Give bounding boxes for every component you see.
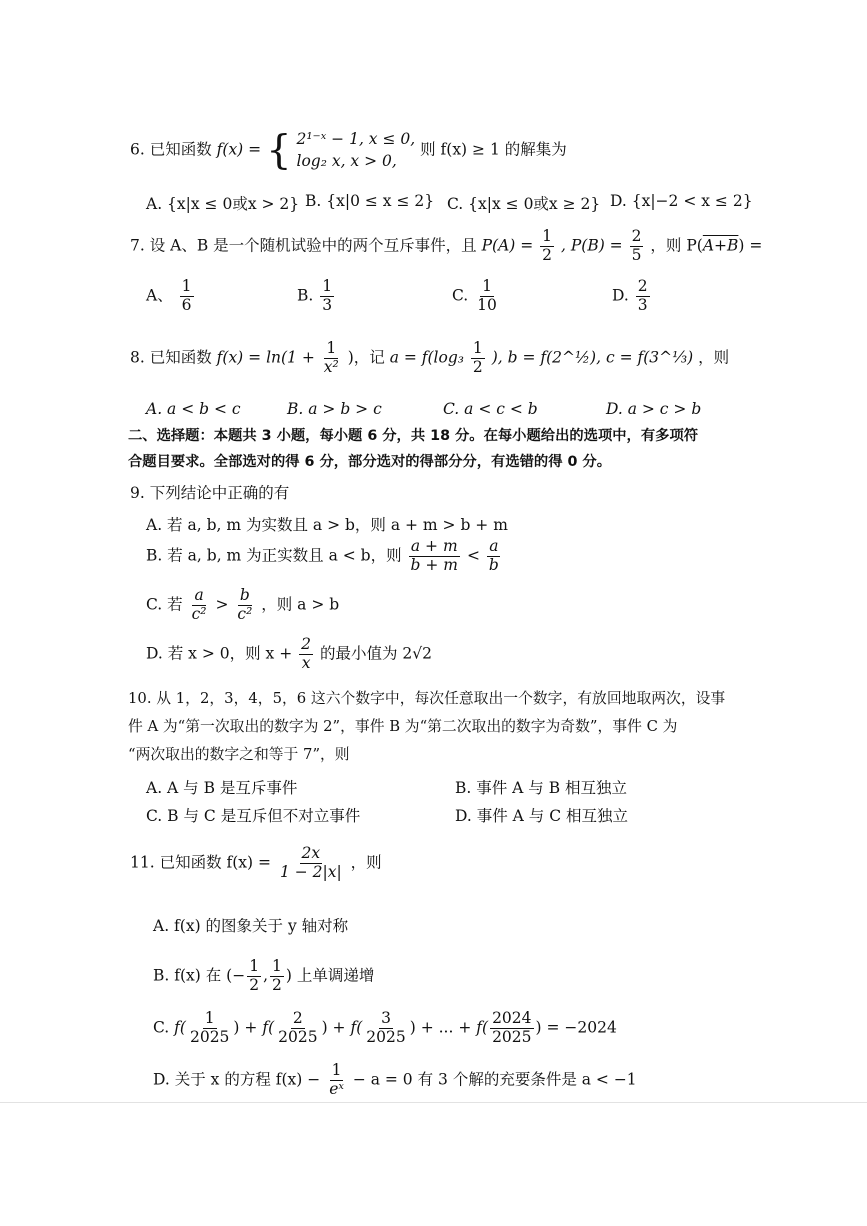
- question-8-record: )，记: [347, 348, 385, 367]
- question-10-option-c: C. B 与 C 是互斥但不对立事件: [146, 807, 361, 825]
- question-11-intro: 11. 已知函数 f(x) =: [130, 853, 271, 872]
- question-6-option-d: D. {x|−2 < x ≤ 2}: [610, 192, 753, 210]
- option-label: C.: [452, 286, 469, 305]
- question-6-intro: 6. 已知函数: [130, 140, 212, 159]
- question-9-option-b: [146, 538, 503, 575]
- section-2-line-2: 合题目要求。全部选对的得 6 分，部分选对的得部分分，有选错的得 0 分。: [128, 454, 612, 470]
- fraction-denominator: c²: [191, 604, 207, 623]
- piecewise-cases: [296, 128, 415, 173]
- fraction-numerator: 1: [331, 1061, 342, 1079]
- fraction-denominator: c²: [237, 604, 253, 623]
- question-11-option-a: A. f(x) 的图象关于 y 轴对称: [153, 917, 349, 935]
- option-fraction-right: [235, 587, 254, 624]
- question-6-option-a: A. {x|x ≤ 0或x > 2}: [146, 195, 300, 213]
- term-fraction: [364, 1010, 407, 1047]
- section-2-line-1: 二、选择题：本题共 3 小题，每小题 6 分，共 18 分。在每小题给出的选项中，有多项符: [128, 428, 699, 444]
- option-denominator: 6: [181, 295, 192, 314]
- fraction-numerator: 1: [204, 1009, 215, 1027]
- option-denominator: 3: [637, 295, 648, 314]
- question-6-option-b: B. {x|0 ≤ x ≤ 2}: [305, 192, 435, 210]
- question-7-option-a: [146, 278, 196, 315]
- option-label: D.: [612, 286, 629, 305]
- option-fraction-left: [190, 587, 209, 624]
- question-9-option-d: [146, 636, 432, 673]
- definition-a-fraction: [471, 340, 485, 377]
- question-8-option-d: D. a > c > b: [606, 400, 702, 418]
- option-text-end: 的最小值为 2√2: [319, 644, 432, 663]
- term-suffix: ) = −2024: [535, 1018, 617, 1037]
- option-fraction-right: [270, 958, 284, 995]
- question-8-option-b: B. a > b > c: [287, 400, 382, 418]
- option-fraction: [299, 636, 313, 673]
- question-8-ask: ，则: [698, 348, 730, 367]
- question-11-ask: ，则: [350, 853, 382, 872]
- prob-b-numerator: 2: [631, 227, 642, 245]
- fraction-denominator: x: [301, 653, 311, 672]
- fraction-numerator: 2: [292, 1009, 303, 1027]
- term-prefix: f(: [476, 1018, 489, 1037]
- piecewise-case-1: 2¹⁻ˣ − 1, x ≤ 0,: [296, 130, 416, 148]
- option-text: B. 若 a, b, m 为正实数且 a < b，则: [146, 546, 402, 565]
- question-11-fraction: [278, 845, 344, 882]
- question-6-stem: [130, 128, 567, 173]
- question-10-line-2: 件 A 为“第一次取出的数字为 2”，事件 B 为“第二次取出的数字为奇数”，事件 C 为: [128, 718, 678, 735]
- term-fraction: [490, 1010, 533, 1047]
- piecewise-case-2: log₂ x, x > 0,: [296, 152, 397, 171]
- option-fraction: [327, 1062, 346, 1099]
- option-numerator: 2: [637, 277, 648, 295]
- term-suffix: ) +: [233, 1018, 258, 1037]
- fraction-numerator: a: [194, 586, 204, 604]
- option-text-end: − a = 0 有 3 个解的充要条件是 a < −1: [352, 1070, 637, 1089]
- option-text: C. 若: [146, 595, 183, 614]
- question-9-stem: 9. 下列结论中正确的有: [130, 484, 290, 502]
- comma: ,: [263, 966, 269, 985]
- question-9-option-c: [146, 587, 339, 624]
- question-8-fraction: [322, 340, 341, 377]
- option-fraction: [636, 278, 650, 315]
- piecewise-brace: {: [266, 127, 292, 174]
- option-fraction-right: [487, 538, 501, 575]
- term-prefix: f(: [262, 1018, 275, 1037]
- fraction-denominator: eˣ: [329, 1079, 344, 1098]
- option-text-end: ，则 a > b: [261, 595, 340, 614]
- question-10-option-b: B. 事件 A 与 B 相互独立: [455, 779, 628, 797]
- option-text: D. 关于 x 的方程 f(x) −: [153, 1070, 321, 1089]
- question-11-option-b: [153, 958, 374, 995]
- question-7-option-b: [297, 278, 336, 315]
- prob-a-denominator: 2: [542, 245, 553, 264]
- option-label: A、: [146, 286, 173, 305]
- question-11-option-d: [153, 1062, 637, 1099]
- question-7-end: ) =: [738, 236, 763, 255]
- prob-a-numerator: 1: [542, 227, 553, 245]
- question-11-stem: [130, 845, 382, 882]
- fraction-denominator: 2025: [366, 1027, 406, 1046]
- definition-b-c: ), b = f(2^½), c = f(3^⅓): [491, 348, 694, 367]
- term-fraction: [276, 1010, 319, 1047]
- page-bottom-divider: [0, 1102, 867, 1103]
- question-10-line-3: “两次取出的数字之和等于 7”，则: [128, 746, 350, 763]
- fraction-denominator: 2: [272, 975, 282, 994]
- option-text: D. 若 x > 0，则 x +: [146, 644, 293, 663]
- question-8-intro: 8. 已知函数: [130, 348, 212, 367]
- fraction-numerator: 1: [472, 339, 483, 357]
- fraction-numerator: 3: [381, 1009, 391, 1027]
- question-6-option-c: C. {x|x ≤ 0或x ≥ 2}: [447, 195, 601, 213]
- option-denominator: 10: [477, 295, 497, 314]
- question-10-line-1: 10. 从 1，2，3，4，5，6 这六个数字中，每次任意取出一个数字，有放回地取两次，设事: [128, 690, 726, 707]
- fraction-numerator: a + m: [410, 537, 458, 555]
- prob-a-label: P(A) =: [481, 236, 534, 255]
- question-7-option-c: [452, 278, 501, 315]
- question-8-stem: [130, 340, 729, 377]
- option-numerator: 1: [322, 277, 333, 295]
- question-7-option-d: [612, 278, 652, 315]
- fraction-denominator: 2: [472, 357, 483, 376]
- question-10-option-d: D. 事件 A 与 C 相互独立: [455, 807, 628, 825]
- term-suffix: ) + ... +: [409, 1018, 472, 1037]
- option-text-end: ) 上单调递增: [285, 966, 375, 985]
- question-8-option-c: C. a < c < b: [443, 400, 538, 418]
- question-8-function: f(x) = ln(1 +: [216, 348, 315, 367]
- option-fraction-left: [409, 538, 460, 575]
- option-fraction-left: [247, 958, 261, 995]
- prob-b-fraction: [630, 228, 644, 265]
- term-prefix: f(: [350, 1018, 363, 1037]
- prob-b-label: , P(B) =: [560, 236, 623, 255]
- fraction-denominator: x²: [323, 357, 339, 376]
- option-fraction: [475, 278, 499, 315]
- fraction-denominator: 2: [249, 975, 260, 994]
- question-7-stem: [130, 228, 762, 265]
- option-fraction: [180, 278, 194, 315]
- fraction-denominator: 1 − 2|x|: [279, 862, 342, 881]
- prob-b-denominator: 5: [631, 245, 642, 264]
- fraction-numerator: b: [239, 586, 250, 604]
- term-fraction: [188, 1010, 231, 1047]
- fraction-numerator: 1: [326, 339, 337, 357]
- fraction-numerator: a: [489, 537, 499, 555]
- fraction-denominator: 2025: [492, 1027, 532, 1046]
- option-numerator: 1: [482, 277, 492, 295]
- fraction-numerator: 2024: [492, 1009, 532, 1027]
- question-11-option-c: [153, 1010, 617, 1047]
- question-8-option-a: A. a < b < c: [146, 400, 241, 418]
- question-7-ask: ，则 P(: [650, 236, 703, 255]
- term-suffix: ) +: [321, 1018, 346, 1037]
- question-7-intro: 7. 设 A、B 是一个随机试验中的两个互斥事件，且: [130, 236, 477, 255]
- option-label: B.: [297, 286, 314, 305]
- question-9-option-a: A. 若 a, b, m 为实数且 a > b，则 a + m > b + m: [146, 516, 508, 534]
- fraction-denominator: b: [488, 555, 499, 574]
- fraction-denominator: 2025: [278, 1027, 318, 1046]
- complement-event: A+B: [702, 236, 739, 255]
- option-denominator: 3: [322, 295, 333, 314]
- fraction-numerator: 2x: [301, 844, 321, 862]
- fraction-denominator: 2025: [189, 1027, 230, 1046]
- fraction-numerator: 1: [272, 957, 282, 975]
- fraction-numerator: 1: [249, 957, 260, 975]
- question-10-option-a: A. A 与 B 是互斥事件: [146, 779, 298, 797]
- question-6-ask: 则 f(x) ≥ 1 的解集为: [420, 140, 567, 159]
- term-prefix: f(: [174, 1018, 186, 1037]
- option-label: C.: [153, 1018, 170, 1037]
- fraction-numerator: 2: [301, 635, 311, 653]
- fraction-denominator: b + m: [410, 555, 459, 574]
- option-numerator: 1: [181, 277, 192, 295]
- option-fraction: [320, 278, 334, 315]
- option-text: B. f(x) 在 (−: [153, 966, 246, 985]
- definition-a: a = f(log₃: [389, 348, 464, 367]
- question-6-function-name: f(x) =: [216, 140, 262, 159]
- prob-a-fraction: [540, 228, 554, 265]
- less-than-sign: <: [466, 546, 480, 565]
- greater-than-sign: >: [215, 595, 229, 614]
